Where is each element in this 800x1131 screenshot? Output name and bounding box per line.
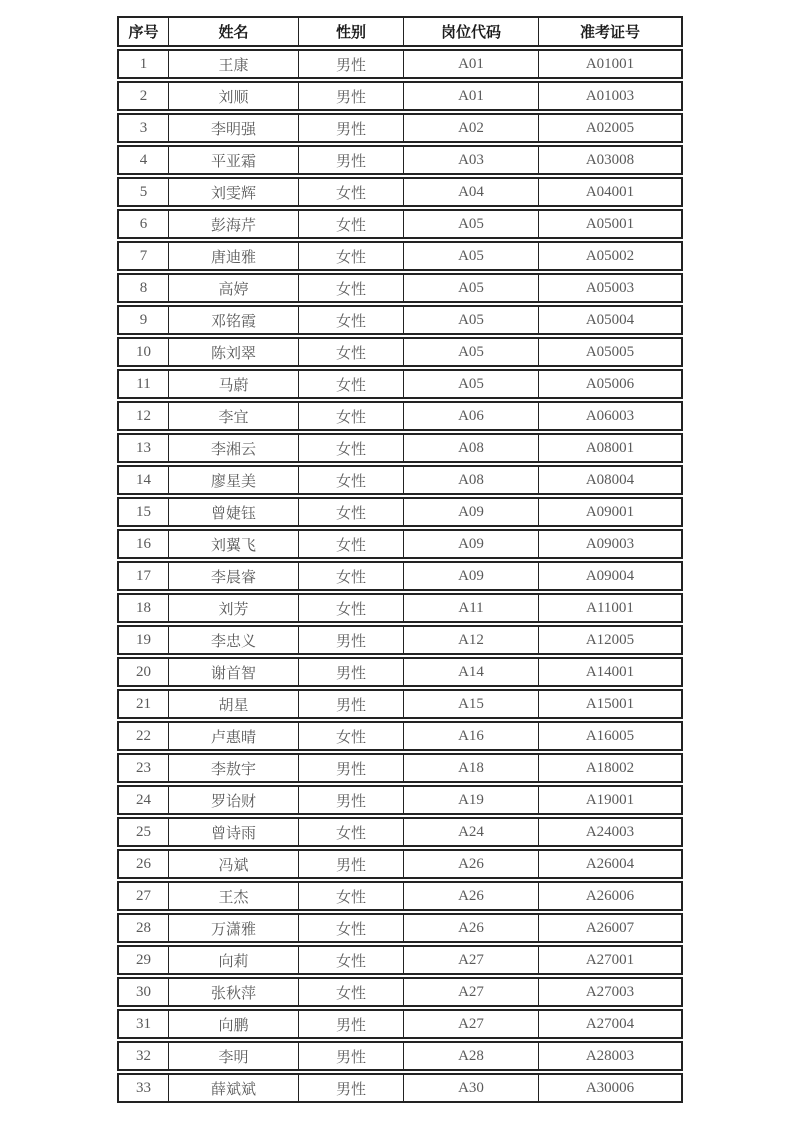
table-row: [117, 177, 683, 207]
cell-index: 20: [117, 657, 168, 687]
cell-ticket-no: A09003: [538, 529, 683, 559]
cell-ticket-no: A16005: [538, 721, 683, 751]
cell-index: 32: [117, 1041, 168, 1071]
cell-ticket-no: A08004: [538, 465, 683, 495]
table-row: [117, 241, 683, 271]
cell-ticket-no: A26007: [538, 913, 683, 943]
table-row: [117, 689, 683, 719]
cell-ticket-no: A12005: [538, 625, 683, 655]
cell-name: 陈刘翠: [168, 337, 298, 367]
cell-gender: 女性: [298, 529, 403, 559]
cell-gender: 男性: [298, 785, 403, 815]
cell-gender: 女性: [298, 913, 403, 943]
header-cell-name: 姓名: [168, 16, 298, 47]
cell-name: 张秋萍: [168, 977, 298, 1007]
cell-index: 7: [117, 241, 168, 271]
table-row: [117, 593, 683, 623]
table-row: [117, 1009, 683, 1039]
cell-name: 李明强: [168, 113, 298, 143]
cell-position-code: A18: [403, 753, 538, 783]
cell-position-code: A26: [403, 849, 538, 879]
cell-position-code: A14: [403, 657, 538, 687]
cell-name: 唐迪雅: [168, 241, 298, 271]
cell-gender: 女性: [298, 273, 403, 303]
cell-position-code: A16: [403, 721, 538, 751]
table-row: [117, 401, 683, 431]
table-row: [117, 881, 683, 911]
cell-gender: 男性: [298, 81, 403, 111]
cell-index: 3: [117, 113, 168, 143]
cell-index: 23: [117, 753, 168, 783]
cell-gender: 女性: [298, 241, 403, 271]
cell-position-code: A01: [403, 81, 538, 111]
cell-index: 13: [117, 433, 168, 463]
cell-index: 6: [117, 209, 168, 239]
cell-gender: 女性: [298, 433, 403, 463]
cell-name: 曾婕钰: [168, 497, 298, 527]
cell-position-code: A28: [403, 1041, 538, 1071]
cell-name: 向鹏: [168, 1009, 298, 1039]
table-row: [117, 817, 683, 847]
table-row: [117, 977, 683, 1007]
cell-ticket-no: A06003: [538, 401, 683, 431]
cell-index: 5: [117, 177, 168, 207]
cell-name: 刘芳: [168, 593, 298, 623]
cell-name: 邓铭霞: [168, 305, 298, 335]
table-body: [117, 49, 683, 1103]
cell-index: 9: [117, 305, 168, 335]
cell-ticket-no: A27003: [538, 977, 683, 1007]
cell-ticket-no: A30006: [538, 1073, 683, 1103]
cell-name: 万潇雅: [168, 913, 298, 943]
cell-ticket-no: A15001: [538, 689, 683, 719]
cell-index: 12: [117, 401, 168, 431]
cell-ticket-no: A02005: [538, 113, 683, 143]
cell-gender: 女性: [298, 593, 403, 623]
cell-index: 8: [117, 273, 168, 303]
cell-ticket-no: A05003: [538, 273, 683, 303]
table-row: [117, 753, 683, 783]
header-cell-index: 序号: [117, 16, 168, 47]
table-row: [117, 945, 683, 975]
cell-ticket-no: A19001: [538, 785, 683, 815]
cell-gender: 男性: [298, 49, 403, 79]
cell-name: 高婷: [168, 273, 298, 303]
cell-name: 李宜: [168, 401, 298, 431]
cell-gender: 女性: [298, 465, 403, 495]
cell-gender: 男性: [298, 689, 403, 719]
cell-name: 曾诗雨: [168, 817, 298, 847]
header-cell-gender: 性别: [298, 16, 403, 47]
table-row: [117, 785, 683, 815]
table-row: [117, 561, 683, 591]
cell-name: 王杰: [168, 881, 298, 911]
cell-ticket-no: A05004: [538, 305, 683, 335]
cell-gender: 女性: [298, 817, 403, 847]
table-row: [117, 273, 683, 303]
cell-position-code: A09: [403, 497, 538, 527]
cell-index: 10: [117, 337, 168, 367]
cell-position-code: A09: [403, 529, 538, 559]
cell-gender: 男性: [298, 113, 403, 143]
header-cell-position-code: 岗位代码: [403, 16, 538, 47]
cell-name: 刘顺: [168, 81, 298, 111]
cell-name: 平亚霜: [168, 145, 298, 175]
cell-ticket-no: A03008: [538, 145, 683, 175]
table-row: [117, 433, 683, 463]
cell-gender: 女性: [298, 945, 403, 975]
cell-index: 29: [117, 945, 168, 975]
cell-gender: 女性: [298, 881, 403, 911]
cell-position-code: A26: [403, 913, 538, 943]
cell-name: 胡星: [168, 689, 298, 719]
cell-gender: 女性: [298, 401, 403, 431]
cell-position-code: A27: [403, 1009, 538, 1039]
cell-ticket-no: A01003: [538, 81, 683, 111]
table-row: [117, 145, 683, 175]
cell-name: 廖星美: [168, 465, 298, 495]
cell-ticket-no: A05005: [538, 337, 683, 367]
cell-position-code: A01: [403, 49, 538, 79]
cell-name: 罗诒财: [168, 785, 298, 815]
cell-gender: 男性: [298, 849, 403, 879]
table-row: [117, 529, 683, 559]
cell-name: 李湘云: [168, 433, 298, 463]
cell-position-code: A27: [403, 977, 538, 1007]
cell-ticket-no: A11001: [538, 593, 683, 623]
cell-gender: 男性: [298, 145, 403, 175]
cell-ticket-no: A26004: [538, 849, 683, 879]
cell-index: 17: [117, 561, 168, 591]
table-row: [117, 1073, 683, 1103]
cell-ticket-no: A08001: [538, 433, 683, 463]
cell-index: 1: [117, 49, 168, 79]
cell-position-code: A24: [403, 817, 538, 847]
cell-index: 14: [117, 465, 168, 495]
table-row: [117, 113, 683, 143]
table-row: [117, 1041, 683, 1071]
cell-position-code: A06: [403, 401, 538, 431]
cell-ticket-no: A14001: [538, 657, 683, 687]
table-row: [117, 849, 683, 879]
cell-position-code: A15: [403, 689, 538, 719]
cell-position-code: A05: [403, 209, 538, 239]
cell-name: 李晨睿: [168, 561, 298, 591]
cell-name: 李明: [168, 1041, 298, 1071]
cell-name: 向莉: [168, 945, 298, 975]
cell-position-code: A05: [403, 369, 538, 399]
table-row: [117, 369, 683, 399]
cell-ticket-no: A18002: [538, 753, 683, 783]
cell-index: 4: [117, 145, 168, 175]
cell-ticket-no: A09004: [538, 561, 683, 591]
cell-gender: 女性: [298, 369, 403, 399]
cell-ticket-no: A09001: [538, 497, 683, 527]
cell-gender: 女性: [298, 497, 403, 527]
table-row: [117, 625, 683, 655]
table-row: [117, 81, 683, 111]
cell-index: 19: [117, 625, 168, 655]
table-row: [117, 337, 683, 367]
cell-index: 15: [117, 497, 168, 527]
cell-index: 30: [117, 977, 168, 1007]
cell-ticket-no: A01001: [538, 49, 683, 79]
cell-position-code: A11: [403, 593, 538, 623]
cell-position-code: A05: [403, 305, 538, 335]
cell-name: 刘翼飞: [168, 529, 298, 559]
cell-name: 马蔚: [168, 369, 298, 399]
cell-index: 25: [117, 817, 168, 847]
cell-index: 21: [117, 689, 168, 719]
table-row: [117, 305, 683, 335]
cell-gender: 女性: [298, 305, 403, 335]
cell-gender: 男性: [298, 657, 403, 687]
cell-position-code: A30: [403, 1073, 538, 1103]
cell-name: 李忠义: [168, 625, 298, 655]
cell-ticket-no: A28003: [538, 1041, 683, 1071]
cell-index: 27: [117, 881, 168, 911]
cell-gender: 女性: [298, 177, 403, 207]
cell-index: 26: [117, 849, 168, 879]
cell-index: 28: [117, 913, 168, 943]
cell-name: 刘雯辉: [168, 177, 298, 207]
cell-position-code: A05: [403, 241, 538, 271]
cell-gender: 男性: [298, 625, 403, 655]
table-row: [117, 209, 683, 239]
cell-name: 王康: [168, 49, 298, 79]
cell-name: 冯斌: [168, 849, 298, 879]
candidate-roster-table: [117, 14, 683, 1105]
cell-index: 22: [117, 721, 168, 751]
cell-index: 24: [117, 785, 168, 815]
header-row: [117, 16, 683, 47]
cell-gender: 女性: [298, 209, 403, 239]
cell-position-code: A08: [403, 433, 538, 463]
cell-position-code: A27: [403, 945, 538, 975]
cell-ticket-no: A27001: [538, 945, 683, 975]
cell-index: 11: [117, 369, 168, 399]
cell-gender: 男性: [298, 1041, 403, 1071]
cell-gender: 女性: [298, 721, 403, 751]
cell-name: 谢首智: [168, 657, 298, 687]
cell-position-code: A12: [403, 625, 538, 655]
cell-index: 18: [117, 593, 168, 623]
cell-position-code: A26: [403, 881, 538, 911]
cell-ticket-no: A05001: [538, 209, 683, 239]
cell-position-code: A19: [403, 785, 538, 815]
cell-ticket-no: A24003: [538, 817, 683, 847]
cell-gender: 女性: [298, 977, 403, 1007]
cell-position-code: A05: [403, 273, 538, 303]
cell-gender: 女性: [298, 561, 403, 591]
cell-index: 33: [117, 1073, 168, 1103]
table-header: [117, 16, 683, 47]
cell-gender: 男性: [298, 1073, 403, 1103]
cell-gender: 男性: [298, 1009, 403, 1039]
cell-position-code: A02: [403, 113, 538, 143]
cell-name: 李敖宇: [168, 753, 298, 783]
cell-gender: 女性: [298, 337, 403, 367]
cell-position-code: A03: [403, 145, 538, 175]
cell-gender: 男性: [298, 753, 403, 783]
table-row: [117, 49, 683, 79]
cell-ticket-no: A26006: [538, 881, 683, 911]
cell-position-code: A05: [403, 337, 538, 367]
cell-name: 彭海芹: [168, 209, 298, 239]
header-cell-ticket-no: 准考证号: [538, 16, 683, 47]
cell-index: 31: [117, 1009, 168, 1039]
cell-index: 2: [117, 81, 168, 111]
table-row: [117, 465, 683, 495]
cell-position-code: A08: [403, 465, 538, 495]
cell-ticket-no: A04001: [538, 177, 683, 207]
cell-ticket-no: A05002: [538, 241, 683, 271]
table-row: [117, 913, 683, 943]
cell-position-code: A04: [403, 177, 538, 207]
cell-ticket-no: A05006: [538, 369, 683, 399]
table-row: [117, 721, 683, 751]
table-row: [117, 657, 683, 687]
cell-name: 卢惠晴: [168, 721, 298, 751]
cell-ticket-no: A27004: [538, 1009, 683, 1039]
cell-position-code: A09: [403, 561, 538, 591]
table-row: [117, 497, 683, 527]
cell-index: 16: [117, 529, 168, 559]
cell-name: 薛斌斌: [168, 1073, 298, 1103]
